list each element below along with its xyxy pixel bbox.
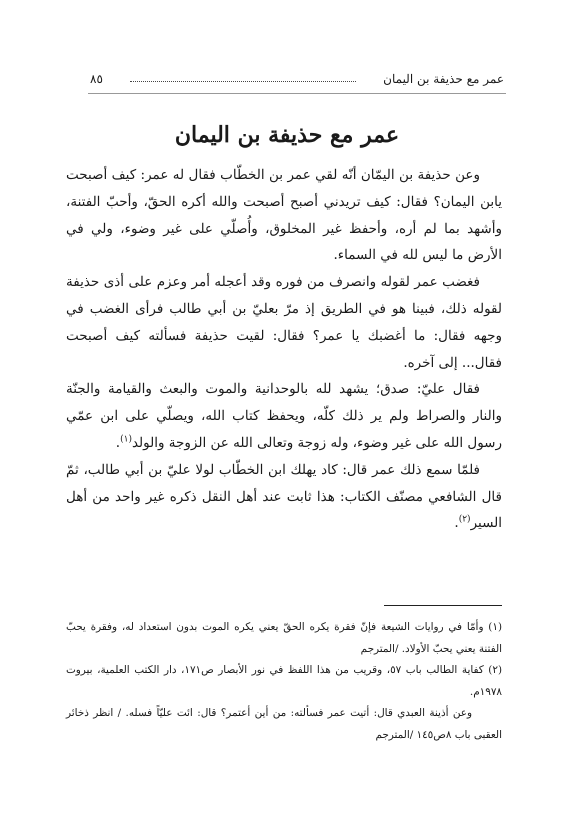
paragraph-3-text: فقال عليّ: صدق؛ يشهد لله بالوحدانية والموت والبعث والقيامة والجنّة والنار والصراط ولم ير ذلك كلّه، ويحفظ كتاب الله، ويصلّي على ابن عمّي رسول الله على غير وضوء، وله زوجة وتعالى الله عن الزوجة والولد <box>66 381 502 451</box>
running-head-title: عمر مع حذيفة بن اليمان <box>383 72 504 86</box>
dot-leaders <box>130 81 356 82</box>
footnote-ref-2: (٢) <box>458 514 471 525</box>
paragraph-4-text: فلمّا سمع ذلك عمر قال: كاد يهلك ابن الخطّاب لولا عليّ بن أبي طالب، ثمّ قال الشافعي مصنّف الكتاب: هذا ثابت عند أهل النقل ذكره غير واحد من أهل السير <box>66 461 502 532</box>
header-rule <box>88 93 506 94</box>
paragraph-2: فغضب عمر لقوله وانصرف من فوره وقد أعجله أمر وعزم على أذى حذيفة لقوله ذلك، فبينا هو في الطريق إذ مرّ بعليّ بن أبي طالب فرأى الغضب في وجهه فقال: ما أغضبك يا عمر؟ فقال: لقيت حذيفة فسألته كيف أصبحت فقال... إلى آخره. <box>66 274 502 371</box>
paragraph-4 <box>66 457 502 537</box>
paragraph-1: وعن حذيفة بن اليمّان أنّه لقي عمر بن الخطّاب فقال له عمر: كيف أصبحت يابن اليمان؟ فقال: كيف تريدني أصبح أصبحت والله أكره الحقّ، وأحبّ الفتنة، وأشهد بما لم أره، وأحفظ غير المخلوق، وأُصلّي على غير وضوء، ولي في الأرض ما ليس لله في السماء. <box>66 167 502 264</box>
footnote-separator <box>384 605 502 606</box>
running-head <box>90 72 504 90</box>
footnote-2-continuation: وعن أذينة العبدي قال: أتيت عمر فسألته: من أين أعتمر؟ قال: ائت عليّاً فسله. / انظر ذخائر العقبى باب ٨ص١٤٥ /المترجم <box>66 707 502 741</box>
footnotes <box>66 617 502 746</box>
chapter-title: عمر مع حذيفة بن اليمان <box>174 122 400 148</box>
footnote-ref-1: (١) <box>120 434 132 445</box>
footnote-1: (١) وأمّا في روايات الشيعة فإنّ فقرة يكره الحقّ يعني يكره الموت بدون استعداد له، وفقرة يحبّ الفتنة يعني يحبّ الأولاد. /المترجم <box>66 621 502 655</box>
footnote-2: (٢) كفاية الطالب باب ٥٧، وقريب من هذا اللفظ في نور الأبصار ص١٧١، دار الكتب العلمية، بيروت ١٩٧٨م. <box>66 664 502 698</box>
paragraph-3 <box>66 376 502 456</box>
body-text <box>66 162 502 537</box>
page-number: ٨٥ <box>90 72 103 86</box>
paragraph-4-end: . <box>454 515 459 532</box>
paragraph-3-end: . <box>115 434 121 451</box>
